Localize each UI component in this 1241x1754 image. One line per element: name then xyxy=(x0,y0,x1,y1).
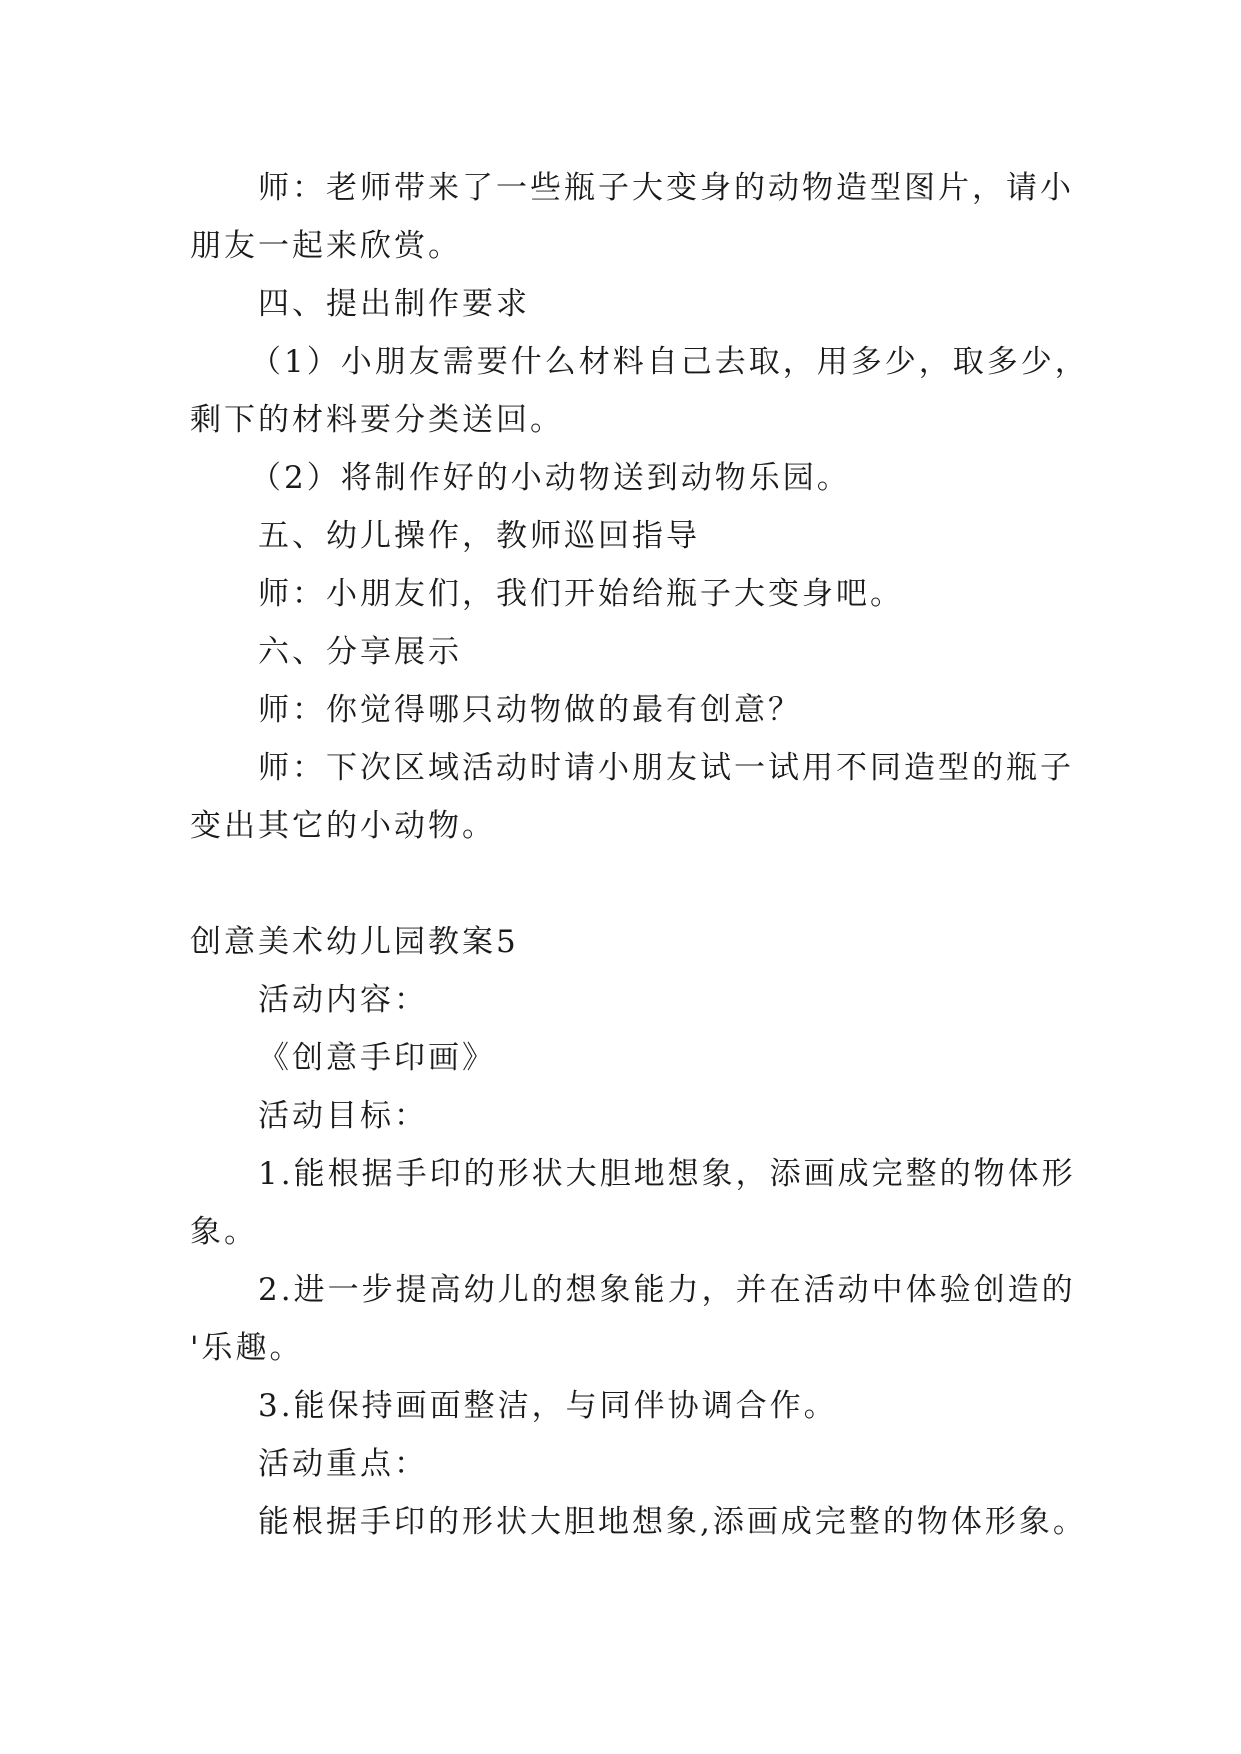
paragraph-line: 师：老师带来了一些瓶子大变身的动物造型图片，请小 xyxy=(258,170,1074,206)
paragraph-line: 变出其它的小动物。 xyxy=(190,808,496,844)
field-label: 活动目标： xyxy=(258,1098,428,1134)
list-item: 3.能保持画面整洁，与同伴协调合作。 xyxy=(258,1388,838,1424)
paragraph-line: 师：下次区域活动时请小朋友试一试用不同造型的瓶子 xyxy=(258,750,1074,786)
paragraph-line: （2）将制作好的小动物送到动物乐园。 xyxy=(250,460,851,496)
activity-name: 《创意手印画》 xyxy=(258,1040,496,1076)
list-item-continuation: 象。 xyxy=(190,1214,258,1250)
paragraph-line: 师：小朋友们，我们开始给瓶子大变身吧。 xyxy=(258,576,904,612)
paragraph-line: 师：你觉得哪只动物做的最有创意？ xyxy=(258,692,802,728)
document-title: 创意美术幼儿园教案5 xyxy=(190,924,519,960)
field-label: 活动重点： xyxy=(258,1446,428,1482)
field-label: 活动内容： xyxy=(258,982,428,1018)
section-heading: 五、幼儿操作，教师巡回指导 xyxy=(258,518,700,554)
paragraph-line: 能根据手印的形状大胆地想象,添画成完整的物体形象。 xyxy=(258,1504,1087,1540)
section-heading: 六、分享展示 xyxy=(258,634,462,670)
paragraph-line: （1）小朋友需要什么材料自己去取，用多少，取多少， xyxy=(250,344,1089,380)
paragraph-line: 剩下的材料要分类送回。 xyxy=(190,402,564,438)
list-item-continuation: '乐趣。 xyxy=(190,1330,304,1366)
list-item: 2.进一步提高幼儿的想象能力，并在活动中体验创造的 xyxy=(258,1272,1076,1308)
list-item: 1.能根据手印的形状大胆地想象，添画成完整的物体形 xyxy=(258,1156,1076,1192)
section-heading: 四、提出制作要求 xyxy=(258,286,530,322)
paragraph-line: 朋友一起来欣赏。 xyxy=(190,228,462,264)
